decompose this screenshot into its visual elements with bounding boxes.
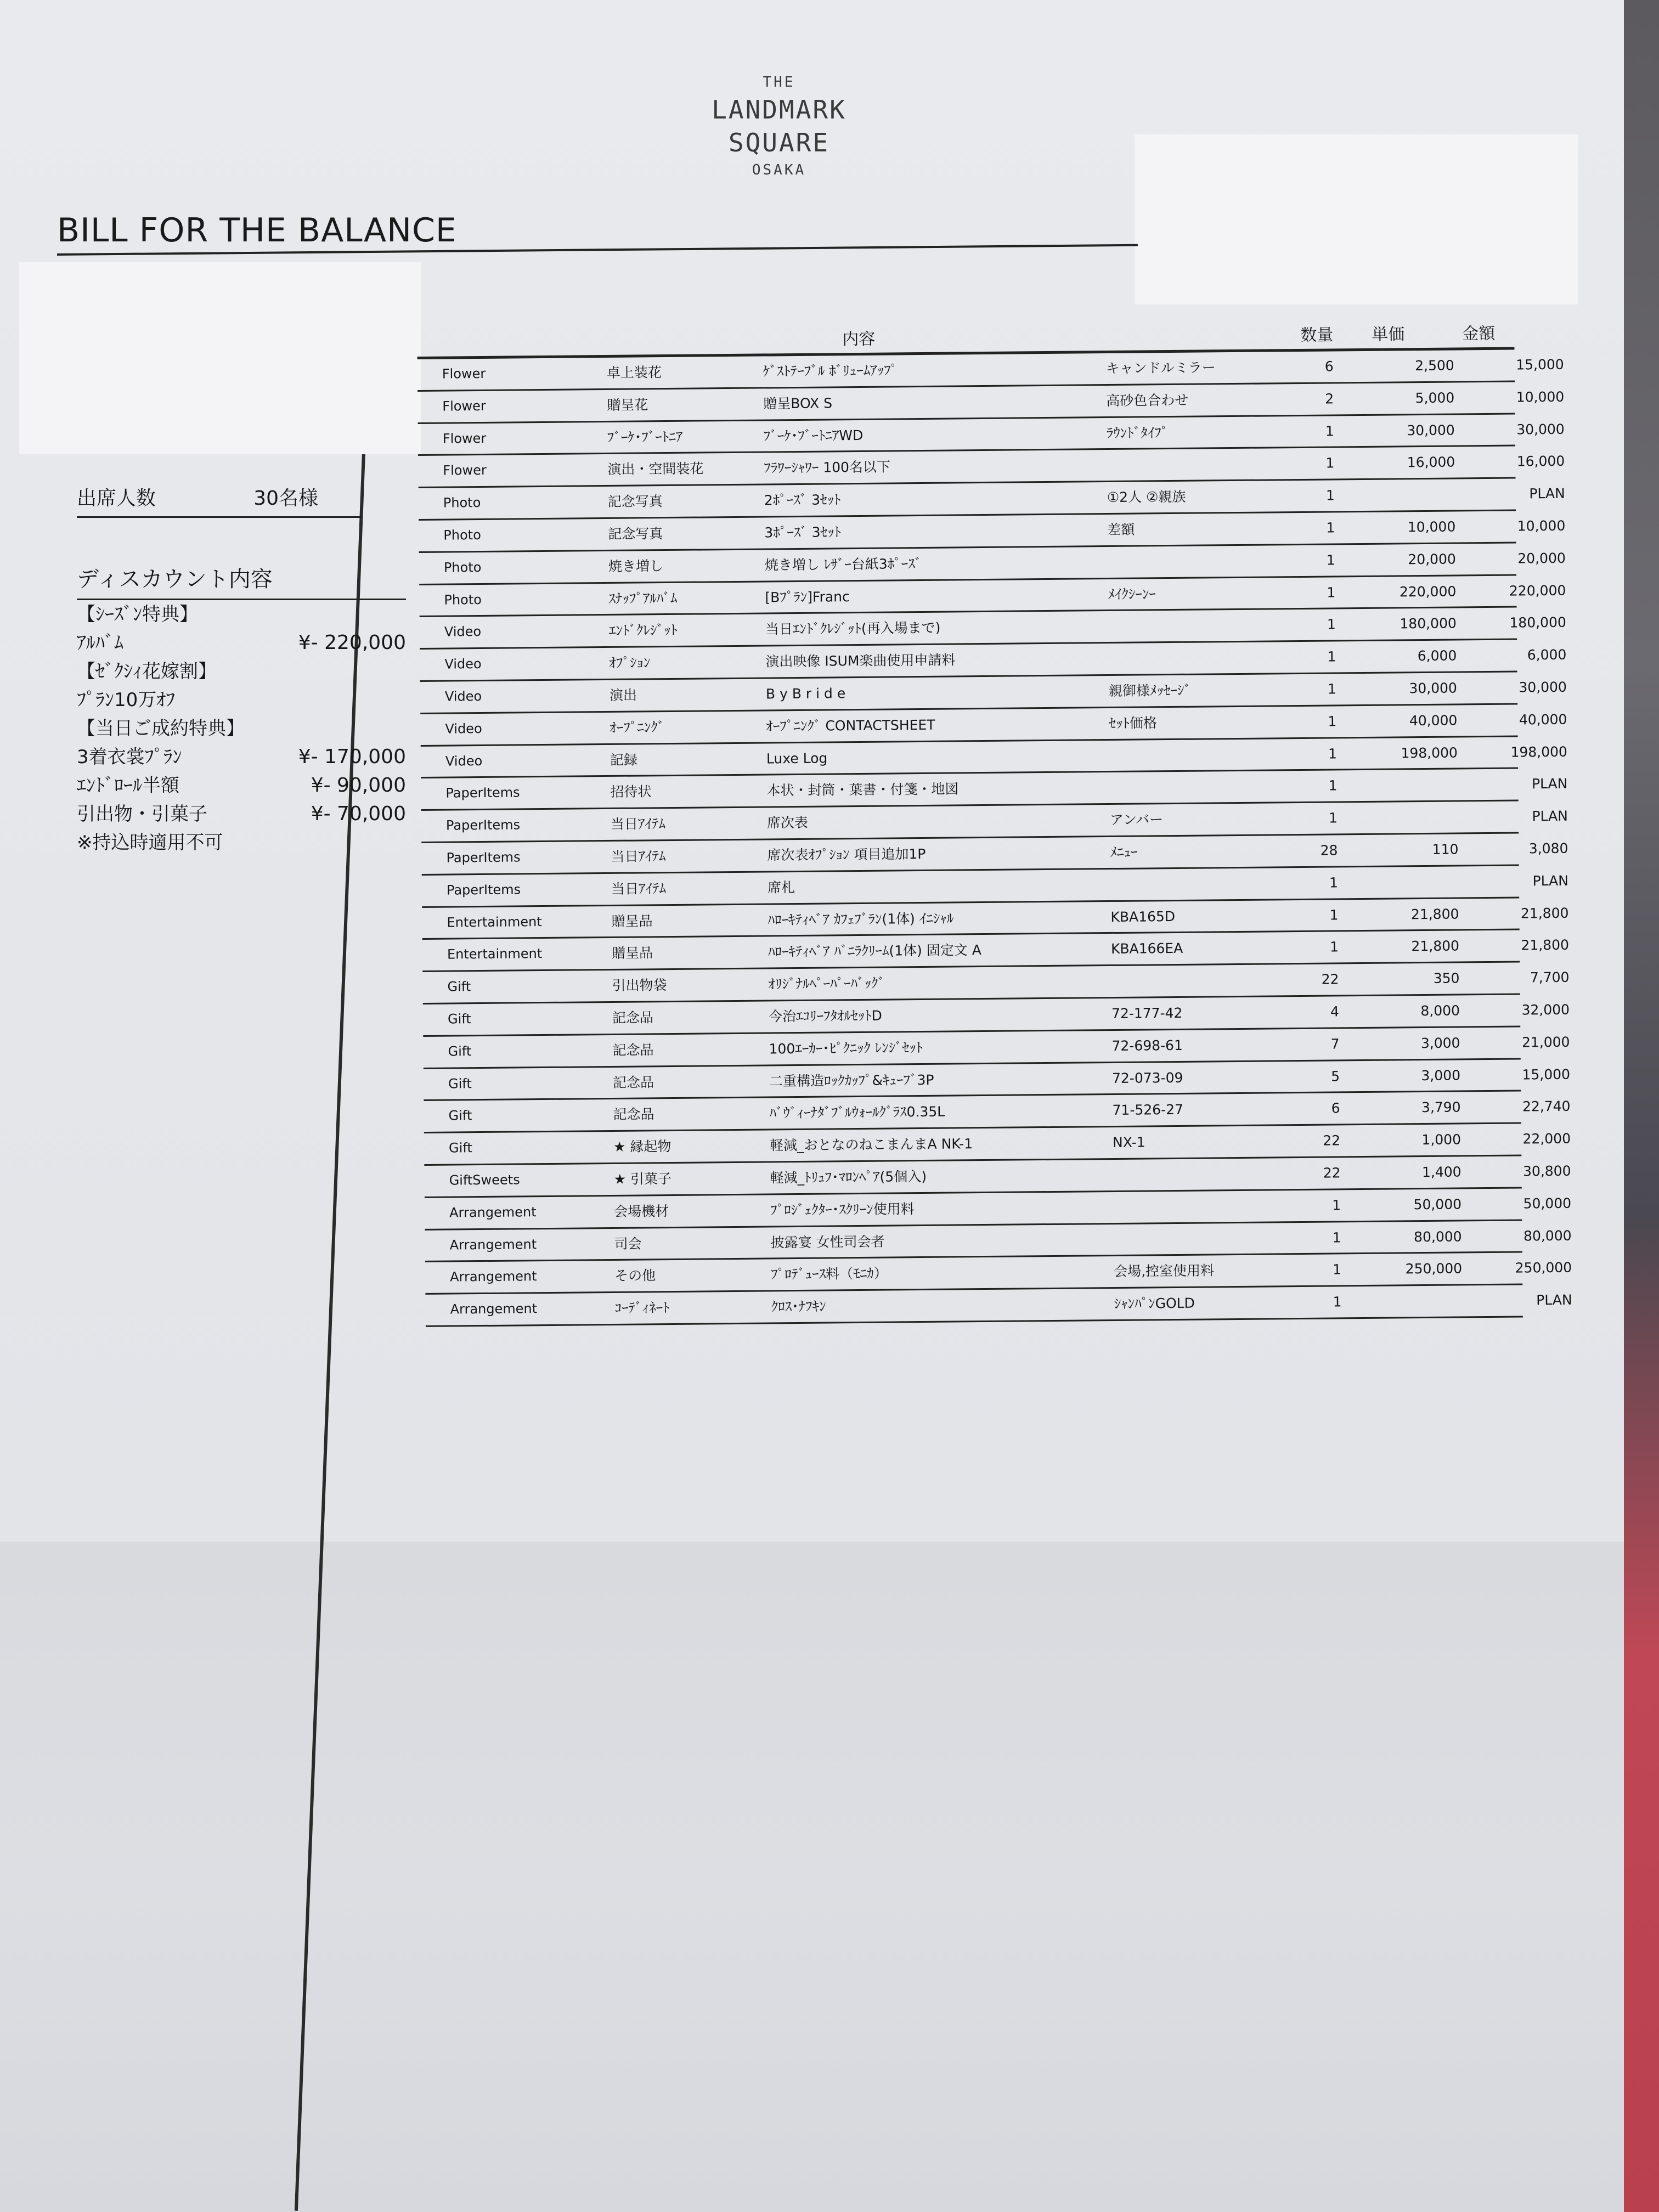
- note-cell: ｾｯﾄ価格: [1109, 715, 1158, 731]
- category-cell: Gift: [448, 1043, 472, 1059]
- amount-cell: 20,000: [1517, 550, 1566, 567]
- item-cell: ﾊﾞｳﾞｨｰﾅﾀﾞﾌﾞﾙｳｫｰﾙｸﾞﾗｽ0.35L: [769, 1103, 945, 1121]
- discount-amount: ¥- 220,000: [298, 631, 406, 654]
- qty-cell: 1: [1326, 552, 1335, 568]
- category-cell: Flower: [442, 398, 486, 414]
- category-cell: Photo: [443, 559, 482, 575]
- amount-cell: 6,000: [1527, 646, 1567, 663]
- unit-price-cell: 220,000: [1399, 583, 1457, 600]
- discount-label: 【ｾﾞｸｼｨ花嫁割】: [77, 661, 217, 682]
- item-cell: 演出映像 ISUM楽曲使用申請料: [765, 652, 956, 670]
- category-cell: Photo: [443, 527, 481, 543]
- unit-price-cell: 180,000: [1400, 615, 1457, 632]
- paper-fold: [0, 1542, 1624, 2212]
- item-cell: B y B r i d e: [765, 685, 846, 702]
- qty-cell: 1: [1329, 939, 1339, 955]
- subcategory-cell: ｽﾅｯﾌﾟｱﾙﾊﾞﾑ: [608, 590, 678, 607]
- category-cell: Gift: [448, 1075, 472, 1092]
- category-cell: PaperItems: [445, 785, 520, 801]
- item-cell: 3ﾎﾟｰｽﾞ 3ｾｯﾄ: [764, 524, 842, 541]
- qty-cell: 1: [1332, 1197, 1341, 1214]
- discount-row: [77, 743, 406, 771]
- amount-cell: 15,000: [1516, 356, 1564, 373]
- discount-label: ﾌﾟﾗﾝ10万ｵﾌ: [77, 689, 176, 711]
- item-cell: Luxe Log: [766, 750, 828, 767]
- discount-row: [77, 828, 406, 857]
- subcategory-cell: 記念品: [612, 1042, 654, 1058]
- category-cell: Video: [444, 688, 482, 704]
- summary-panel: [77, 483, 406, 857]
- note-cell: 72-698-61: [1111, 1037, 1183, 1054]
- subcategory-cell: 記念品: [612, 1009, 654, 1026]
- subcategory-cell: 贈呈花: [607, 397, 648, 413]
- category-cell: PaperItems: [446, 882, 521, 898]
- subcategory-cell: 贈呈品: [611, 912, 653, 929]
- unit-price-cell: 30,000: [1409, 680, 1457, 697]
- category-cell: Arrangement: [449, 1204, 537, 1221]
- qty-cell: 22: [1323, 1165, 1341, 1181]
- discount-amount: ¥- 70,000: [311, 803, 406, 825]
- page-title: BILL FOR THE BALANCE: [57, 211, 457, 250]
- qty-cell: 1: [1325, 423, 1334, 439]
- table-body: [417, 350, 1572, 1327]
- subcategory-cell: 当日ｱｲﾃﾑ: [611, 848, 666, 865]
- subcategory-cell: ｵｰﾌﾟﾆﾝｸﾞ: [610, 719, 665, 736]
- amount-cell: 21,800: [1521, 937, 1570, 953]
- note-cell: アンバー: [1109, 811, 1164, 828]
- subcategory-cell: 記念品: [612, 1074, 654, 1091]
- qty-cell: 5: [1330, 1068, 1340, 1085]
- item-cell: 贈呈BOX S: [763, 395, 833, 412]
- qty-cell: 1: [1329, 906, 1339, 923]
- discount-label: ｱﾙﾊﾞﾑ: [77, 632, 123, 654]
- category-cell: Gift: [448, 1108, 472, 1124]
- discount-row: [77, 800, 406, 828]
- subcategory-cell: 演出・空間装花: [607, 460, 704, 478]
- amount-cell: 10,000: [1516, 388, 1565, 405]
- amount-cell: 3,080: [1528, 840, 1568, 857]
- item-cell: 披露宴 女性司会者: [770, 1233, 885, 1250]
- category-cell: PaperItems: [445, 817, 521, 833]
- unit-price-cell: 20,000: [1408, 551, 1456, 568]
- discount-row: [77, 657, 406, 686]
- subcategory-cell: 引出物袋: [612, 977, 667, 994]
- qty-cell: 2: [1325, 391, 1334, 407]
- qty-cell: 1: [1327, 616, 1336, 633]
- item-cell: ﾌﾟﾛﾃﾞｭｰｽ料（ﾓﾆｶ）: [771, 1265, 888, 1283]
- subcategory-cell: ﾌﾞｰｹ･ﾌﾞｰﾄﾆｱ: [607, 428, 683, 445]
- amount-cell: PLAN: [1532, 808, 1568, 825]
- subcategory-cell: 記録: [610, 752, 638, 768]
- amount-cell: 80,000: [1523, 1227, 1572, 1244]
- category-cell: GiftSweets: [449, 1172, 520, 1188]
- qty-cell: 1: [1328, 810, 1338, 826]
- subcategory-cell: 記念写真: [608, 526, 663, 542]
- qty-cell: 1: [1327, 681, 1337, 697]
- qty-cell: 4: [1330, 1003, 1340, 1020]
- item-cell: [Bﾌﾟﾗﾝ]Franc: [765, 588, 850, 606]
- attendance-value: 30名様: [253, 487, 318, 510]
- item-cell: ｹﾞｽﾄﾃｰﾌﾞﾙ ﾎﾞﾘｭｰﾑｱｯﾌﾟ: [763, 362, 898, 380]
- category-cell: Photo: [443, 495, 481, 511]
- unit-price-cell: 6,000: [1417, 647, 1457, 664]
- subcategory-cell: 贈呈品: [611, 945, 653, 962]
- subcategory-cell: ｺｰﾃﾞｨﾈｰﾄ: [614, 1300, 670, 1317]
- note-cell: NX-1: [1112, 1134, 1146, 1151]
- category-cell: Video: [444, 656, 482, 672]
- category-cell: Flower: [442, 430, 487, 447]
- discount-label: 【当日ご成約特典】: [77, 718, 245, 740]
- subcategory-cell: 焼き増し: [608, 557, 664, 574]
- amount-cell: 198,000: [1510, 743, 1568, 760]
- category-cell: Video: [445, 720, 482, 737]
- logo-line-3: SQUARE: [728, 128, 830, 157]
- qty-cell: 1: [1333, 1294, 1342, 1310]
- amount-cell: 21,800: [1520, 905, 1569, 922]
- qty-cell: 1: [1328, 745, 1338, 762]
- subcategory-cell: ｴﾝﾄﾞｸﾚｼﾞｯﾄ: [608, 622, 678, 639]
- amount-cell: 15,000: [1522, 1066, 1571, 1083]
- item-cell: 二重構造ﾛｯｸｶｯﾌﾟ&ｷｭｰﾌﾞ3P: [769, 1071, 934, 1089]
- note-cell: 71-526-27: [1112, 1102, 1184, 1119]
- subcategory-cell: 演出: [609, 687, 637, 703]
- header-qty: 数量: [1300, 325, 1334, 345]
- discount-row: [77, 771, 406, 800]
- unit-price-cell: 40,000: [1409, 712, 1458, 729]
- item-cell: 軽減_ﾄﾘｭﾌ･ﾏﾛﾝﾍﾟｱ(5個入): [770, 1168, 927, 1186]
- category-cell: Arrangement: [450, 1268, 537, 1285]
- unit-price-cell: 50,000: [1413, 1196, 1462, 1212]
- note-cell: 72-073-09: [1111, 1069, 1183, 1086]
- amount-cell: 220,000: [1509, 582, 1566, 599]
- amount-cell: 7,700: [1530, 969, 1570, 986]
- item-cell: 当日ｴﾝﾄﾞｸﾚｼﾞｯﾄ(再入場まで): [765, 620, 941, 637]
- unit-price-cell: 30,000: [1407, 422, 1455, 438]
- attendance-row: [77, 483, 362, 518]
- item-cell: ﾌﾗﾜｰｼｬﾜｰ 100名以下: [764, 459, 891, 476]
- unit-price-cell: 8,000: [1420, 1002, 1460, 1019]
- note-cell: 親御様ﾒｯｾｰｼﾞ: [1108, 682, 1192, 699]
- amount-cell: PLAN: [1536, 1291, 1572, 1308]
- qty-cell: 7: [1330, 1036, 1340, 1052]
- discount-row: [77, 714, 406, 743]
- amount-cell: 250,000: [1515, 1260, 1572, 1276]
- unit-price-cell: 3,000: [1420, 1035, 1460, 1051]
- note-cell: ﾒｲｸｼｰﾝｰ: [1108, 585, 1156, 602]
- subcategory-cell: 記念写真: [607, 493, 663, 510]
- unit-price-cell: 1,000: [1421, 1131, 1462, 1148]
- subcategory-cell: 会場機材: [614, 1203, 669, 1220]
- qty-cell: 22: [1323, 1132, 1341, 1149]
- item-cell: 席札: [767, 879, 795, 896]
- unit-price-cell: 21,800: [1410, 906, 1459, 922]
- item-cell: 本状・封筒・葉書・付箋・地図: [766, 781, 959, 799]
- category-cell: Entertainment: [447, 913, 542, 930]
- logo-line-1: THE: [763, 74, 795, 91]
- unit-price-cell: 1,400: [1421, 1164, 1462, 1180]
- amount-cell: 30,000: [1519, 679, 1567, 696]
- discount-amount: ¥- 90,000: [311, 774, 406, 797]
- qty-cell: 1: [1329, 874, 1339, 891]
- amount-cell: 21,000: [1521, 1034, 1570, 1051]
- qty-cell: 6: [1324, 358, 1334, 375]
- unit-price-cell: 16,000: [1407, 454, 1455, 471]
- item-cell: ｵﾘｼﾞﾅﾙﾍﾟｰﾊﾟｰﾊﾞｯｸﾞ: [768, 975, 885, 992]
- subcategory-cell: 司会: [614, 1235, 642, 1252]
- item-cell: 席次表: [766, 814, 809, 831]
- category-cell: Entertainment: [447, 946, 543, 962]
- amount-cell: 22,000: [1522, 1130, 1571, 1147]
- qty-cell: 22: [1321, 971, 1339, 988]
- subcategory-cell: 当日ｱｲﾃﾑ: [611, 880, 667, 897]
- note-cell: ﾒﾆｭｰ: [1110, 844, 1138, 860]
- amount-cell: 10,000: [1517, 517, 1566, 534]
- qty-cell: 28: [1320, 842, 1338, 859]
- unit-price-cell: 21,800: [1411, 938, 1460, 955]
- header-content: 内容: [842, 329, 876, 349]
- amount-cell: PLAN: [1532, 872, 1569, 889]
- category-cell: PaperItems: [446, 849, 521, 866]
- note-cell: KBA165D: [1110, 908, 1176, 925]
- qty-cell: 1: [1327, 584, 1336, 601]
- subcategory-cell: その他: [614, 1267, 656, 1284]
- discount-amount: ¥- 170,000: [298, 746, 406, 768]
- category-cell: Arrangement: [449, 1236, 537, 1253]
- qty-cell: 1: [1327, 648, 1336, 665]
- qty-cell: 1: [1333, 1261, 1342, 1278]
- qty-cell: 6: [1331, 1100, 1340, 1116]
- qty-cell: 1: [1332, 1229, 1341, 1246]
- discount-label: 【ｼｰｽﾞﾝ特典】: [77, 603, 198, 625]
- header-amount: 金額: [1462, 324, 1496, 344]
- unit-price-cell: 10,000: [1407, 518, 1456, 535]
- qty-cell: 1: [1325, 487, 1335, 504]
- item-cell: 100ｴｰｶｰ･ﾋﾟｸﾆｯｸ ﾚﾝｼﾞｾｯﾄ: [769, 1039, 923, 1057]
- note-cell: KBA166EA: [1110, 940, 1183, 957]
- amount-cell: 22,740: [1522, 1098, 1571, 1115]
- category-cell: Gift: [447, 1011, 471, 1027]
- unit-price-cell: 80,000: [1413, 1228, 1462, 1245]
- unit-price-cell: 3,000: [1421, 1066, 1461, 1084]
- amount-cell: 16,000: [1516, 453, 1565, 470]
- subcategory-cell: 記念品: [613, 1106, 654, 1123]
- subcategory-cell: ★ 引菓子: [613, 1170, 672, 1187]
- category-cell: Gift: [448, 1140, 472, 1156]
- subcategory-cell: ★ 縁起物: [613, 1138, 672, 1155]
- item-cell: 今治ｴｺﾘｰﾌﾀｵﾙｾｯﾄD: [768, 1007, 882, 1025]
- qty-cell: 1: [1325, 455, 1335, 471]
- qty-cell: 1: [1326, 520, 1335, 536]
- note-cell: 72-177-42: [1111, 1005, 1183, 1022]
- amount-cell: 50,000: [1523, 1195, 1572, 1212]
- subcategory-cell: ｵﾌﾟｼｮﾝ: [609, 654, 651, 672]
- discount-label: 引出物・引菓子: [77, 803, 207, 825]
- item-cell: ｵｰﾌﾟﾆﾝｸﾞ CONTACTSHEET: [766, 716, 935, 735]
- discount-row: [77, 629, 406, 657]
- note-cell: 差額: [1107, 521, 1135, 538]
- discount-heading: ディスカウント内容: [77, 562, 406, 600]
- unit-price-cell: 250,000: [1405, 1260, 1463, 1277]
- subcategory-cell: 招待状: [610, 783, 652, 800]
- amount-cell: 30,000: [1516, 421, 1565, 438]
- item-cell: 焼き増し ﾚｻﾞｰ台紙3ﾎﾟｰｽﾞ: [764, 555, 922, 573]
- qty-cell: 1: [1328, 713, 1337, 730]
- unit-price-cell: 198,000: [1401, 744, 1458, 761]
- amount-cell: PLAN: [1531, 776, 1568, 792]
- note-cell: キャンドルミラー: [1105, 359, 1216, 377]
- amount-cell: 30,800: [1522, 1163, 1571, 1180]
- subcategory-cell: 卓上装花: [606, 364, 662, 381]
- unit-price-cell: 350: [1433, 970, 1460, 987]
- item-cell: ｸﾛｽ･ﾅﾌｷﾝ: [771, 1298, 826, 1315]
- discount-row: [77, 600, 406, 629]
- discount-label: 3着衣裳ﾌﾟﾗﾝ: [77, 746, 182, 768]
- category-cell: Flower: [443, 462, 487, 478]
- amount-cell: 32,000: [1521, 1001, 1570, 1018]
- line-items-table: [417, 314, 1572, 1327]
- unit-price-cell: 5,000: [1415, 390, 1455, 406]
- category-cell: Video: [444, 624, 482, 640]
- subcategory-cell: 当日ｱｲﾃﾑ: [610, 816, 666, 833]
- unit-price-cell: 2,500: [1415, 357, 1454, 374]
- note-cell: 会場,控室使用料: [1113, 1262, 1215, 1280]
- item-cell: ﾌﾞｰｹ･ﾌﾞｰﾄﾆｱWD: [763, 427, 864, 444]
- category-cell: Gift: [447, 979, 471, 995]
- header-unit: 単価: [1372, 325, 1405, 345]
- note-cell: ①2人 ②親族: [1107, 488, 1186, 506]
- amount-cell: 40,000: [1519, 711, 1567, 728]
- discount-label: ｴﾝﾄﾞﾛｰﾙ半額: [77, 775, 179, 797]
- amount-cell: PLAN: [1529, 485, 1565, 502]
- attendance-label: 出席人数: [77, 487, 156, 510]
- item-cell: 席次表ｵﾌﾟｼｮﾝ 項目追加1P: [767, 845, 926, 864]
- discount-label: ※持込時適用不可: [77, 832, 223, 854]
- qty-cell: 1: [1328, 777, 1338, 794]
- note-cell: ﾗｳﾝﾄﾞﾀｲﾌﾟ: [1106, 424, 1169, 441]
- redacted-area-top-right: [1135, 134, 1578, 304]
- note-cell: 高砂色合わせ: [1106, 392, 1189, 409]
- venue-logo: [669, 71, 889, 181]
- category-cell: Video: [445, 753, 483, 769]
- category-cell: Arrangement: [450, 1301, 538, 1317]
- item-cell: 2ﾎﾟｰｽﾞ 3ｾｯﾄ: [764, 492, 841, 509]
- discount-row: [77, 686, 406, 714]
- redacted-area-left: [19, 262, 421, 454]
- amount-cell: 180,000: [1509, 614, 1566, 631]
- logo-line-4: OSAKA: [752, 162, 806, 178]
- logo-line-2: LANDMARK: [712, 95, 847, 125]
- category-cell: Flower: [442, 365, 486, 382]
- category-cell: Photo: [444, 591, 482, 608]
- note-cell: ｼｬﾝﾊﾟﾝGOLD: [1114, 1295, 1195, 1312]
- unit-price-cell: 110: [1432, 841, 1459, 857]
- item-cell: 軽減_おとなのねこまんまA NK-1: [769, 1136, 973, 1154]
- item-cell: ﾌﾟﾛｼﾞｪｸﾀｰ･ｽｸﾘｰﾝ使用料: [770, 1200, 915, 1218]
- discount-list: [77, 600, 406, 857]
- item-cell: ﾊﾛｰｷﾃｨﾍﾞｱ ｶﾌｪﾌﾞﾗﾝ(1体) ｲﾆｼｬﾙ: [768, 910, 954, 928]
- item-cell: ﾊﾛｰｷﾃｨﾍﾞｱ ﾊﾞﾆﾗｸﾘｰﾑ(1体) 固定文 A: [768, 942, 981, 960]
- unit-price-cell: 3,790: [1421, 1099, 1461, 1116]
